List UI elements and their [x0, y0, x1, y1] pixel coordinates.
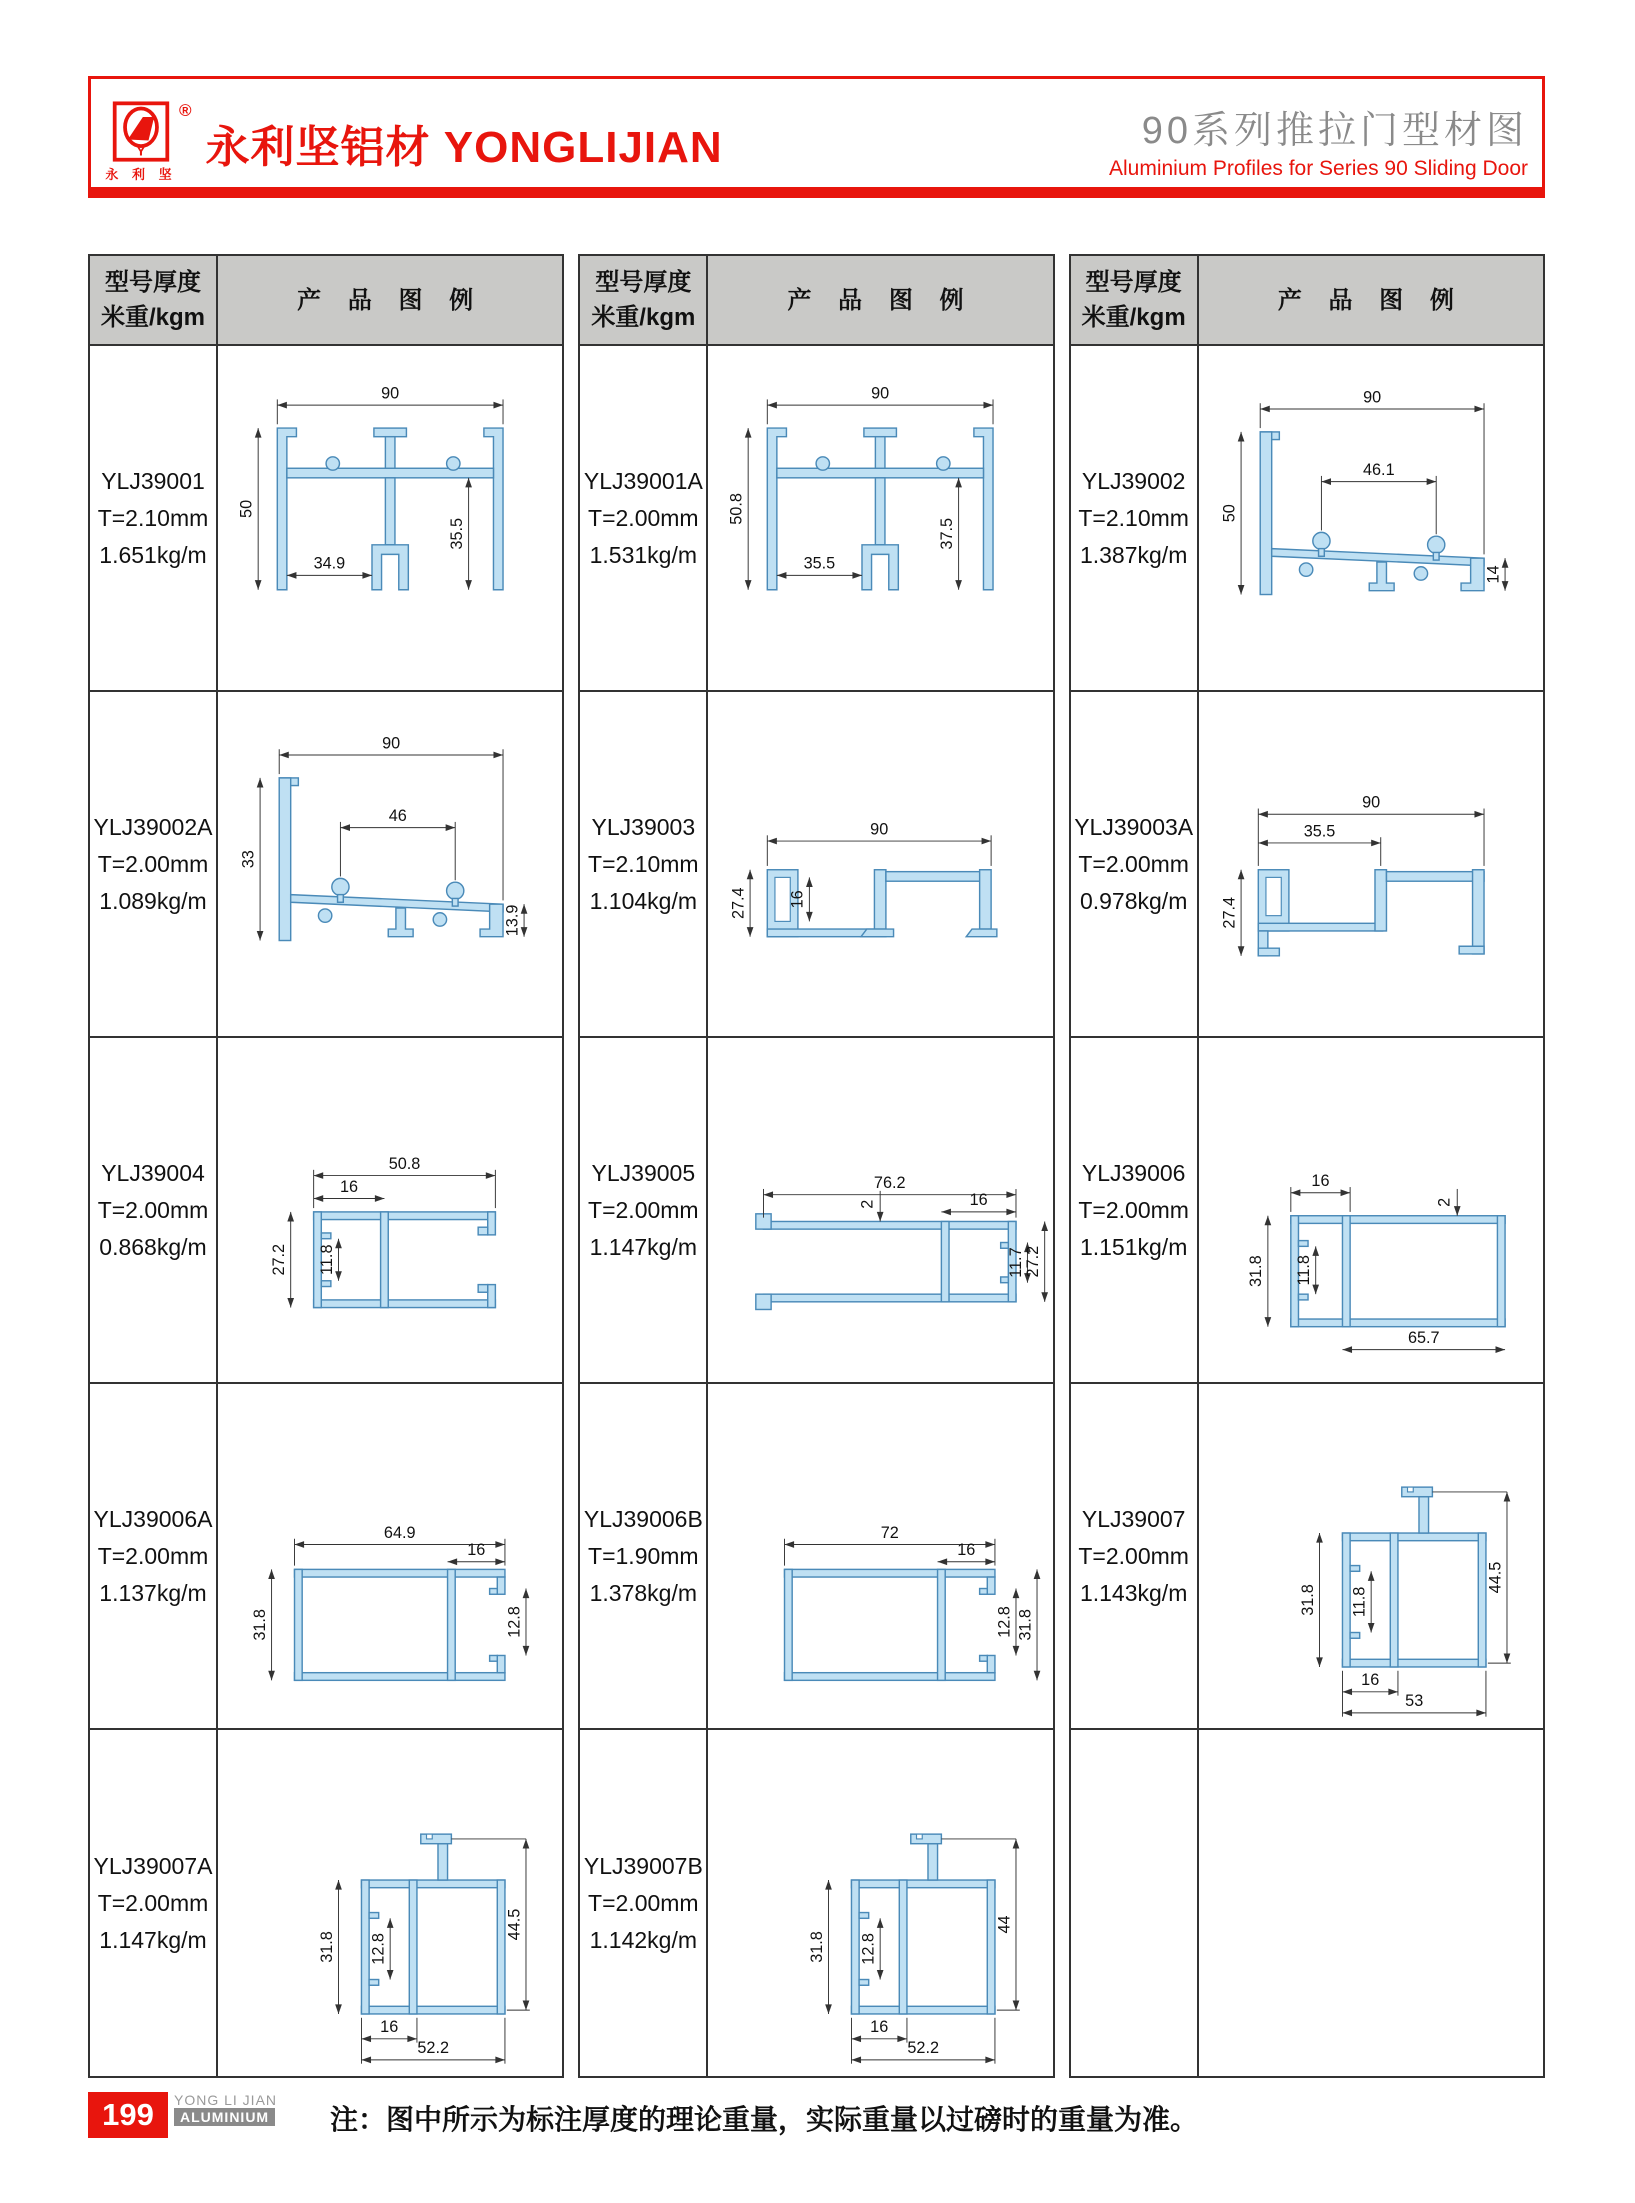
dim-label: 90 [381, 384, 400, 403]
dim-label: 14 [1484, 565, 1503, 584]
product-weight: 1.147kg/m [99, 1926, 207, 1953]
page-header [88, 76, 1545, 198]
dim-label: 31.8 [1298, 1584, 1317, 1616]
profile-drawing-YLJ39006 [1199, 1038, 1543, 1382]
product-weight: 1.089kg/m [99, 887, 207, 914]
column-header-example [218, 256, 562, 346]
product-drawing-cell [1199, 692, 1543, 1038]
dim-label: 13.9 [503, 904, 522, 937]
dim-label: 11.8 [1350, 1586, 1369, 1618]
company-logo [105, 101, 177, 183]
dim-label: 52.2 [907, 2039, 940, 2058]
profile-drawing-YLJ39007A [218, 1730, 562, 2076]
empty-cell [1071, 1730, 1199, 2076]
dim-label: 12.8 [505, 1606, 524, 1638]
product-thickness: T=2.00mm [1078, 850, 1189, 877]
dim-label: 52.2 [417, 2039, 450, 2058]
dim-label: 46 [388, 806, 407, 825]
product-drawing-cell [708, 1384, 1052, 1730]
product-info-cell [580, 1384, 708, 1730]
product-weight: 1.104kg/m [589, 887, 698, 914]
product-code: YLJ39003A [1074, 813, 1194, 840]
product-drawing-cell [218, 1038, 562, 1384]
product-thickness: T=2.00mm [588, 1889, 699, 1916]
product-drawing-cell [218, 346, 562, 692]
company-name [206, 111, 723, 183]
dim-label: 2 [1435, 1197, 1454, 1207]
dim-label: 35.5 [803, 554, 836, 573]
product-info-cell [90, 1730, 218, 2076]
product-weight: 1.142kg/m [589, 1926, 698, 1953]
product-weight: 1.137kg/m [99, 1579, 207, 1606]
dim-label: 34.9 [313, 554, 346, 573]
dim-label: 12.8 [859, 1933, 878, 1965]
product-info-cell [1071, 692, 1199, 1038]
product-code: YLJ39007B [583, 1852, 703, 1879]
col-header-line2: 米重/kgm [100, 304, 205, 331]
dim-label: 11.8 [317, 1244, 336, 1275]
product-drawing-cell [708, 692, 1052, 1038]
dim-label: 12.8 [995, 1606, 1014, 1638]
product-thickness: T=2.00mm [588, 1196, 699, 1223]
dim-label: 37.5 [938, 517, 957, 550]
dim-label: 2 [858, 1199, 877, 1209]
product-weight: 1.147kg/m [589, 1233, 698, 1260]
dim-label: 27.2 [1024, 1245, 1043, 1278]
logo-letter: Y [136, 142, 146, 159]
dim-label: 11.7 [1007, 1247, 1026, 1278]
profile-drawing-YLJ39004 [218, 1038, 562, 1382]
product-weight: 1.387kg/m [1079, 541, 1188, 568]
product-info-cell [90, 1038, 218, 1384]
company-name-cn: 永利坚铝材 [205, 123, 431, 172]
dim-label: 90 [382, 734, 401, 753]
table-group [578, 254, 1054, 2078]
product-weight: 1.651kg/m [99, 541, 207, 568]
footer-note: 注：图中所示为标注厚度的理论重量，实际重量以过磅时的重量为准。 [330, 2104, 1199, 2135]
profile-drawing-YLJ39001 [218, 346, 562, 690]
dim-label: 16 [789, 890, 808, 909]
product-drawing-cell [1199, 1384, 1543, 1730]
column-header-example [1199, 256, 1543, 346]
dim-label: 50.8 [388, 1154, 421, 1173]
product-drawing-cell [708, 346, 1052, 692]
col-header-line1: 型号厚度 [1085, 269, 1182, 296]
product-code: YLJ39005 [591, 1159, 696, 1186]
product-thickness: T=2.10mm [588, 850, 699, 877]
product-thickness: T=2.00mm [97, 1889, 209, 1916]
dim-label: 44.5 [505, 1908, 524, 1941]
dim-label: 33 [239, 850, 258, 869]
product-info-cell [580, 1730, 708, 2076]
product-weight: 1.143kg/m [1079, 1579, 1188, 1606]
product-weight: 0.978kg/m [1079, 887, 1188, 914]
product-drawing-cell [218, 1384, 562, 1730]
product-code: YLJ39003 [591, 813, 696, 840]
product-weight: 1.531kg/m [589, 541, 698, 568]
dim-label: 16 [380, 2018, 399, 2037]
product-info-cell [580, 692, 708, 1038]
product-info-cell [580, 1038, 708, 1384]
product-code: YLJ39007A [93, 1852, 213, 1879]
profile-drawing-YLJ39005 [708, 1038, 1052, 1382]
dim-label: 50 [237, 499, 256, 518]
registered-mark: ® [179, 101, 192, 120]
dim-label: 31.8 [317, 1931, 336, 1963]
product-weight: 1.378kg/m [589, 1579, 698, 1606]
col-header-line1: 型号厚度 [105, 269, 201, 296]
dim-label: 90 [870, 820, 889, 839]
dim-label: 27.2 [269, 1243, 288, 1276]
product-info-cell [90, 1384, 218, 1730]
dim-label: 72 [881, 1523, 900, 1542]
page-subtitle: Aluminium Profiles for Series 90 Sliding Door [1108, 157, 1528, 180]
page-number-badge: 199 [88, 2092, 168, 2138]
product-code: YLJ39002 [1081, 467, 1186, 494]
dim-label: 65.7 [1407, 1328, 1440, 1347]
profile-table [88, 254, 1545, 2078]
product-weight: 1.151kg/m [1079, 1233, 1188, 1260]
dim-label: 44 [995, 1915, 1014, 1934]
column-header-model [90, 256, 218, 346]
empty-cell [1199, 1730, 1543, 2076]
footer-brand-sub: ALUMINIUM [174, 2108, 275, 2126]
dim-label: 31.8 [250, 1609, 269, 1641]
dim-label: 27.4 [1220, 896, 1239, 929]
dim-label: 31.8 [1246, 1255, 1265, 1288]
dim-label: 35.5 [1303, 822, 1335, 841]
dim-label: 31.8 [808, 1931, 827, 1963]
dim-label: 90 [1361, 793, 1380, 812]
product-info-cell [1071, 1038, 1199, 1384]
dim-label: 16 [870, 2018, 889, 2037]
product-code: YLJ39007 [1081, 1505, 1186, 1532]
product-weight: 0.868kg/m [99, 1233, 207, 1260]
product-code: YLJ39004 [101, 1159, 205, 1186]
product-code: YLJ39006 [1081, 1159, 1186, 1186]
profile-drawing-YLJ39007B [708, 1730, 1052, 2076]
profile-drawing-YLJ39003A [1199, 692, 1543, 1036]
product-drawing-cell [1199, 1038, 1543, 1384]
dim-label: 27.4 [729, 887, 748, 920]
dim-label: 90 [871, 384, 890, 403]
dim-label: 12.8 [369, 1933, 388, 1965]
dim-label: 11.8 [1294, 1255, 1313, 1286]
col-header-example-label: 产 品 图 例 [297, 286, 484, 314]
product-drawing-cell [218, 692, 562, 1038]
dim-label: 16 [957, 1541, 976, 1560]
dim-label: 76.2 [874, 1174, 906, 1193]
product-info-cell [1071, 1384, 1199, 1730]
profile-drawing-YLJ39006B [708, 1384, 1052, 1728]
col-header-example-label: 产 品 图 例 [1277, 286, 1464, 314]
dim-label: 44.5 [1485, 1561, 1504, 1594]
dim-label: 16 [467, 1541, 486, 1560]
col-header-line1: 型号厚度 [595, 269, 692, 296]
product-code: YLJ39001 [101, 467, 205, 494]
product-thickness: T=2.10mm [97, 504, 209, 531]
product-thickness: T=2.10mm [1078, 504, 1189, 531]
product-thickness: T=2.00mm [97, 1542, 209, 1569]
col-header-line2: 米重/kgm [591, 304, 696, 331]
column-header-example [708, 256, 1052, 346]
product-thickness: T=2.00mm [588, 504, 699, 531]
product-info-cell [1071, 346, 1199, 692]
product-thickness: T=1.90mm [588, 1542, 699, 1569]
footer-brand [174, 2092, 277, 2126]
dim-label: 16 [339, 1177, 359, 1196]
product-thickness: T=2.00mm [97, 1196, 209, 1223]
dim-label: 16 [1311, 1172, 1330, 1191]
dim-label: 16 [1360, 1671, 1379, 1690]
product-drawing-cell [708, 1730, 1052, 2076]
page-title-block [1109, 99, 1528, 183]
product-info-cell [90, 346, 218, 692]
footer-brand-name: YONG LI JIAN [174, 2092, 278, 2108]
column-header-model [1071, 256, 1199, 346]
product-drawing-cell [218, 1730, 562, 2076]
product-drawing-cell [1199, 346, 1543, 692]
profile-drawing-YLJ39003 [708, 692, 1052, 1036]
dim-label: 46.1 [1362, 460, 1395, 479]
product-info-cell [90, 692, 218, 1038]
product-code: YLJ39006B [583, 1505, 703, 1532]
dim-label: 50 [1220, 504, 1239, 523]
company-logo-icon [110, 101, 172, 163]
company-name-en: YONGLIJIAN [443, 123, 723, 172]
product-code: YLJ39006A [93, 1505, 213, 1532]
product-code: YLJ39002A [93, 813, 213, 840]
dim-label: 50.8 [727, 493, 746, 525]
profile-drawing-YLJ39006A [218, 1384, 562, 1728]
table-group [88, 254, 564, 2078]
column-header-model [580, 256, 708, 346]
dim-label: 35.5 [447, 517, 466, 550]
dim-label: 90 [1362, 388, 1381, 407]
logo-characters: 永 利 坚 [105, 167, 177, 182]
profile-drawing-YLJ39002A [218, 692, 562, 1036]
dim-label: 53 [1404, 1692, 1423, 1711]
profile-drawing-YLJ39002 [1199, 346, 1543, 690]
dim-label: 31.8 [1016, 1609, 1035, 1641]
table-group [1069, 254, 1545, 2078]
dim-label: 16 [969, 1191, 989, 1210]
product-drawing-cell [708, 1038, 1052, 1384]
product-thickness: T=2.00mm [97, 850, 209, 877]
page-footer [88, 2092, 277, 2138]
brand-block [105, 101, 723, 183]
col-header-example-label: 产 品 图 例 [787, 286, 974, 314]
page-title: 90系列推拉门型材图 [1141, 110, 1528, 152]
profile-drawing-YLJ39001A [708, 346, 1052, 690]
product-thickness: T=2.00mm [1078, 1196, 1189, 1223]
profile-drawing-YLJ39007 [1199, 1384, 1543, 1728]
col-header-line2: 米重/kgm [1081, 304, 1186, 331]
product-info-cell [580, 346, 708, 692]
product-code: YLJ39001A [583, 467, 703, 494]
product-thickness: T=2.00mm [1078, 1542, 1189, 1569]
dim-label: 64.9 [383, 1523, 416, 1542]
